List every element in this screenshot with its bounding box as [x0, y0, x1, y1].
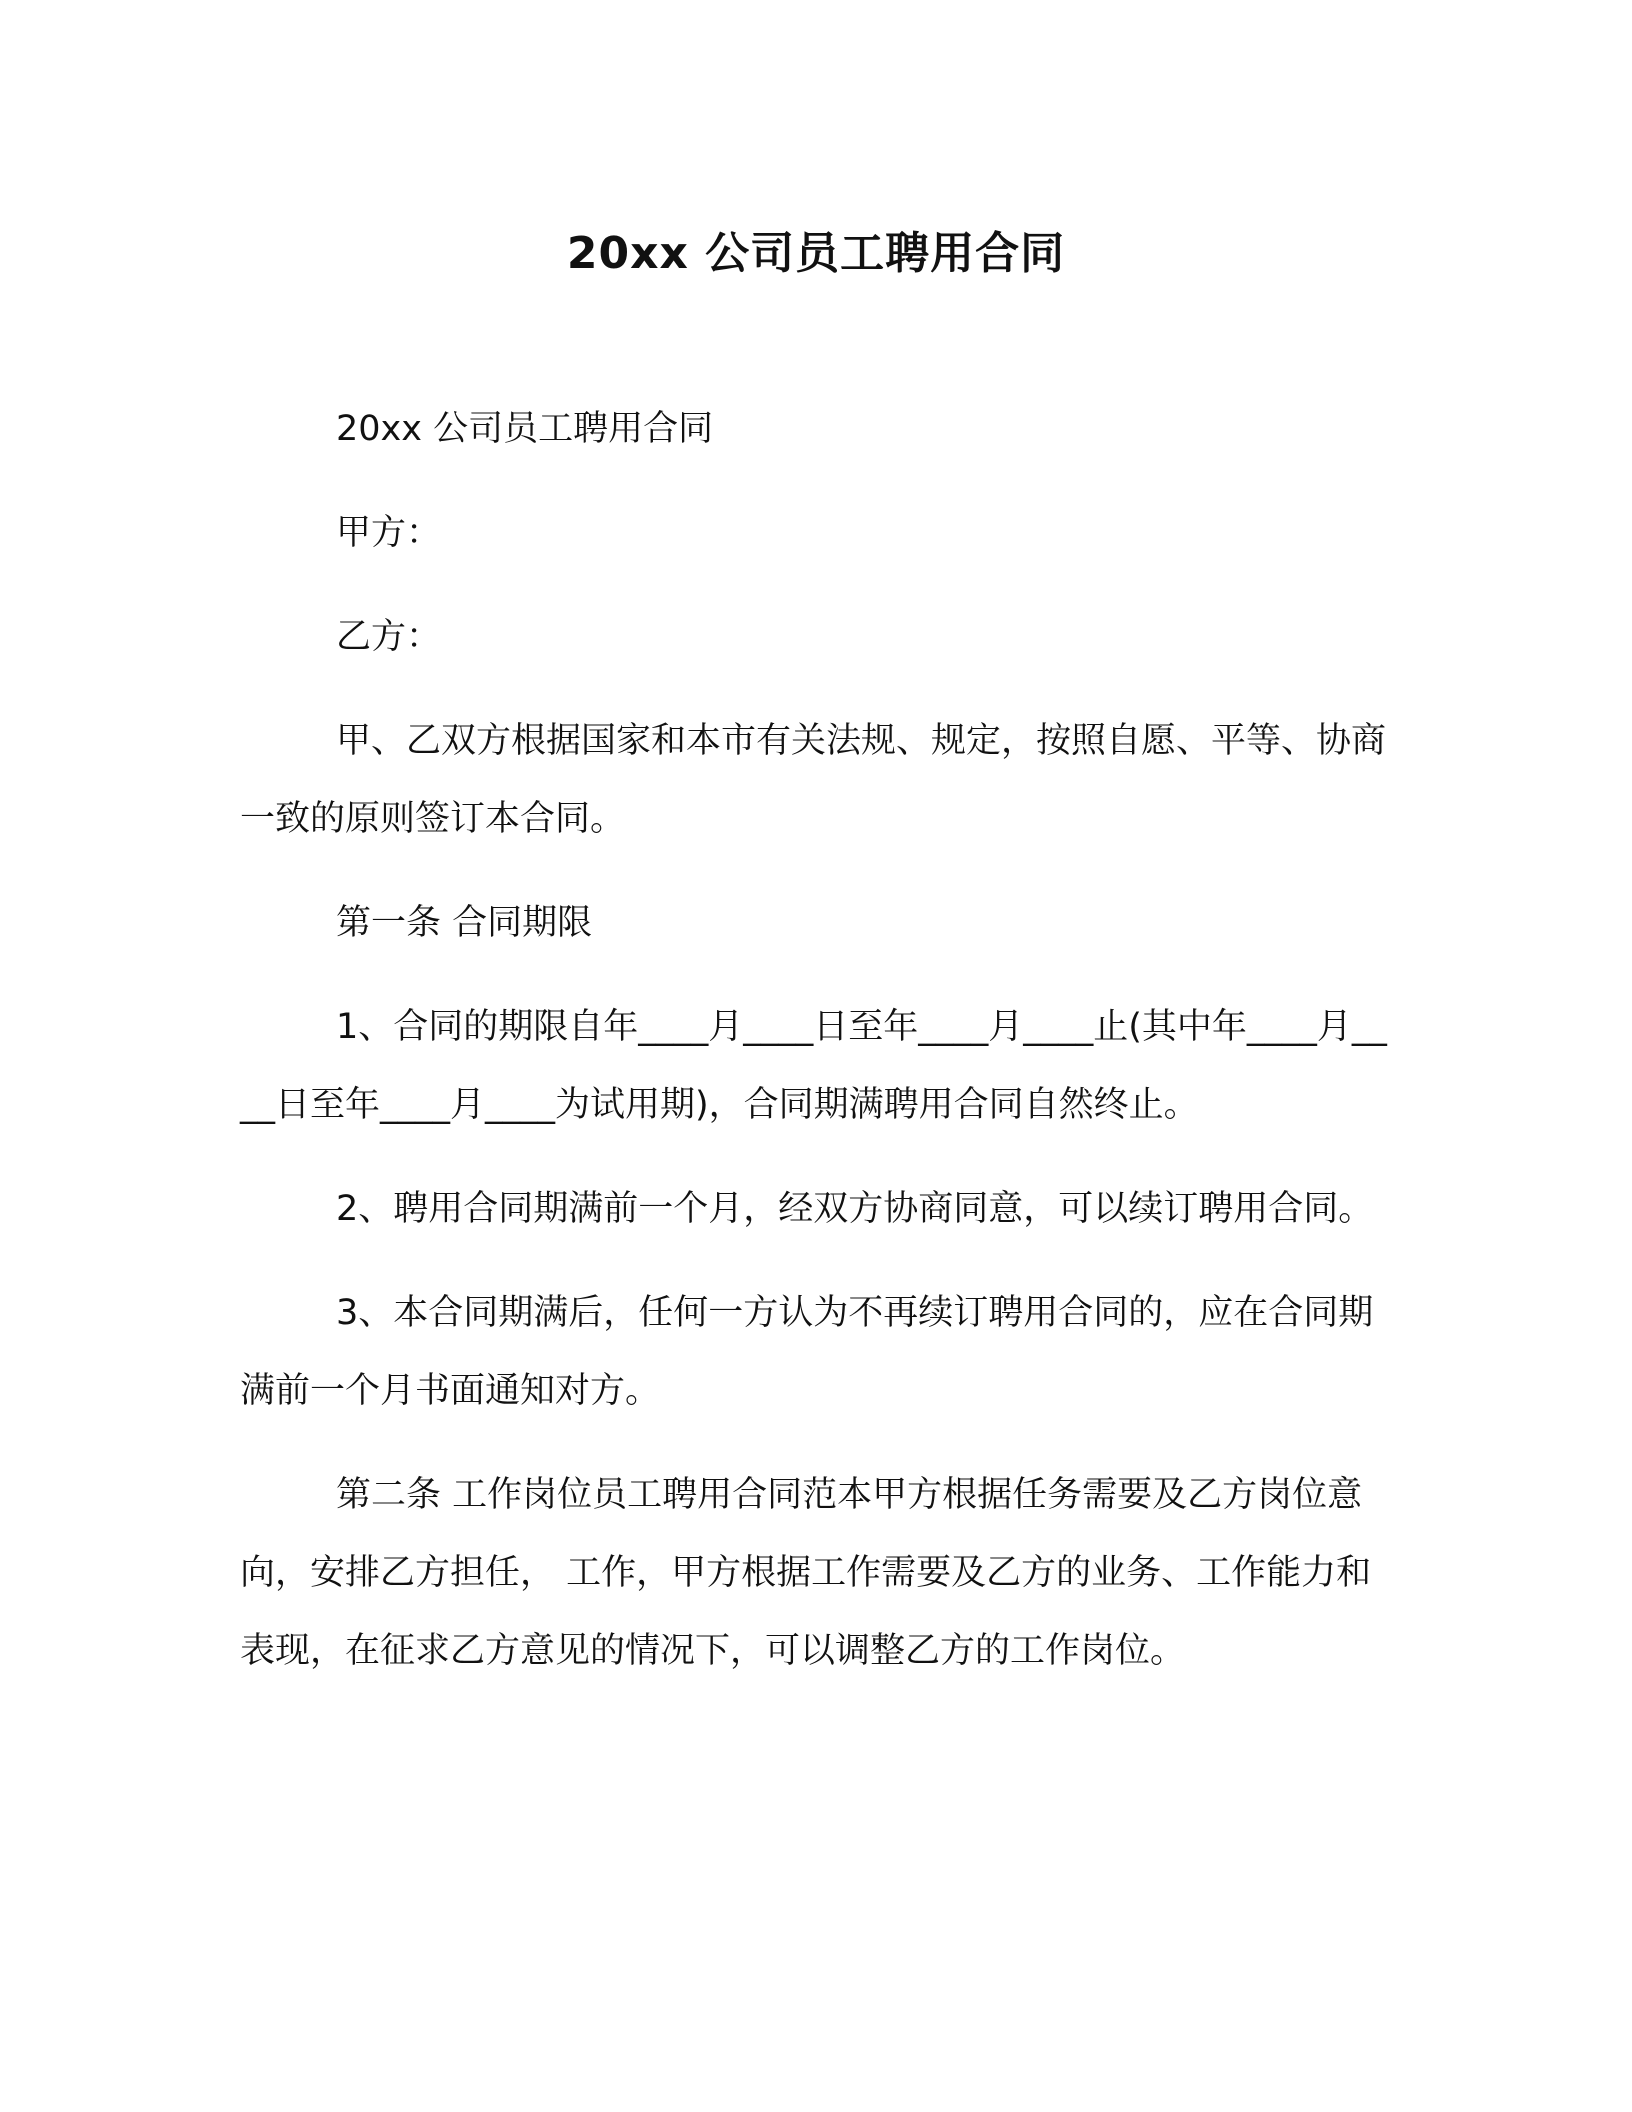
article-1-clause-2: 2、聘用合同期满前一个月，经双方协商同意，可以续订聘用合同。 [336, 1189, 1374, 1229]
document-title: 20xx 公司员工聘用合同 [566, 228, 1066, 279]
article-2: 第二条 工作岗位员工聘用合同范本甲方根据任务需要及乙方岗位意向，安排乙方担任， 工作，甲方根据工作需要及乙方的业务、工作能力和表现，在征求乙方意见的情况下，可以调整乙方的工作岗位。 [240, 1475, 1372, 1671]
paragraph-party-b: 乙方： [336, 617, 442, 657]
article-1-clause-3: 3、本合同期满后，任何一方认为不再续订聘用合同的，应在合同期满前一个月书面通知对方。 [240, 1293, 1374, 1411]
article-1-clause-1: 1、合同的期限自年____月____日至年____月____止(其中年____月____日至年____月____为试用期)，合同期满聘用合同自然终止。 [240, 1007, 1387, 1125]
paragraph-heading: 20xx 公司员工聘用合同 [336, 409, 714, 449]
paragraph-party-a: 甲方： [336, 513, 442, 553]
paragraph-preamble: 甲、乙双方根据国家和本市有关法规、规定，按照自愿、平等、协商一致的原则签订本合同。 [240, 721, 1387, 839]
document-body [240, 390, 1400, 1716]
article-1-heading: 第一条 合同期限 [336, 903, 593, 943]
